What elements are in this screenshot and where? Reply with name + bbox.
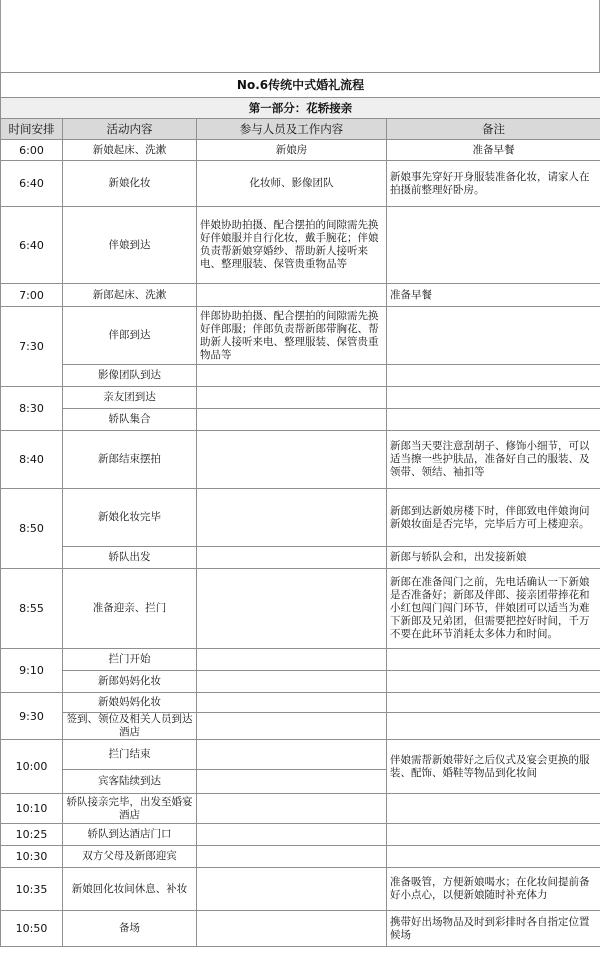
table-row xyxy=(1,569,600,649)
activity-cell: 新娘回化妆间休息、补妆 xyxy=(63,868,197,911)
staff-cell xyxy=(197,409,387,431)
staff-cell xyxy=(197,489,387,547)
staff-cell xyxy=(197,868,387,911)
activity-cell: 轿队到达酒店门口 xyxy=(63,824,197,846)
table-row xyxy=(1,365,600,387)
time-cell: 9:30 xyxy=(1,693,63,740)
table-row xyxy=(1,671,600,693)
activity-cell: 轿队出发 xyxy=(63,547,197,569)
activity-cell: 新娘起床、洗漱 xyxy=(63,140,197,161)
time-cell: 10:10 xyxy=(1,794,63,824)
time-cell: 7:00 xyxy=(1,284,63,307)
table-row xyxy=(1,284,600,307)
activity-cell: 伴郎到达 xyxy=(63,307,197,365)
notes-cell: 准备吸管，方便新娘喝水；在化妆间提前备好小点心，以便新娘随时补充体力 xyxy=(387,868,600,911)
header-notes: 备注 xyxy=(387,119,600,140)
time-cell: 6:00 xyxy=(1,140,63,161)
staff-cell: 伴郎协助拍摄、配合摆拍的间隙需先换好伴郎服；伴郎负责帮新郎带胸花、帮助新人接听来电、整理服装、保管贵重物品等 xyxy=(197,307,387,365)
time-cell: 6:40 xyxy=(1,207,63,284)
activity-cell: 伴娘到达 xyxy=(63,207,197,284)
activity-cell: 影像团队到达 xyxy=(63,365,197,387)
staff-cell xyxy=(197,569,387,649)
staff-cell xyxy=(197,794,387,824)
table-row xyxy=(1,693,600,713)
activity-cell: 拦门开始 xyxy=(63,649,197,671)
notes-cell: 伴娘需帮新娘带好之后仪式及宴会更换的服装、配饰、婚鞋等物品到化妆间 xyxy=(387,740,600,794)
table-row xyxy=(1,431,600,489)
header-staff: 参与人员及工作内容 xyxy=(197,119,387,140)
activity-cell: 双方父母及新郎迎宾 xyxy=(63,846,197,868)
table-row xyxy=(1,740,600,770)
table-row xyxy=(1,161,600,207)
notes-cell: 新郎当天要注意刮胡子、修饰小细节，可以适当擦一些护肤品，准备好自己的服装、及领带、领结、袖扣等 xyxy=(387,431,600,489)
activity-cell: 新郎结束摆拍 xyxy=(63,431,197,489)
time-cell: 10:00 xyxy=(1,740,63,794)
table-row xyxy=(1,207,600,284)
table-row xyxy=(1,713,600,740)
notes-cell xyxy=(387,387,600,409)
staff-cell xyxy=(197,824,387,846)
staff-cell xyxy=(197,387,387,409)
staff-cell xyxy=(197,547,387,569)
activity-cell: 宾客陆续到达 xyxy=(63,770,197,794)
time-cell: 10:30 xyxy=(1,846,63,868)
notes-cell xyxy=(387,794,600,824)
time-cell: 8:55 xyxy=(1,569,63,649)
staff-cell xyxy=(197,671,387,693)
table-row xyxy=(1,794,600,824)
time-cell: 8:30 xyxy=(1,387,63,431)
notes-cell xyxy=(387,207,600,284)
staff-cell xyxy=(197,284,387,307)
staff-cell xyxy=(197,431,387,489)
notes-cell xyxy=(387,824,600,846)
table-row xyxy=(1,649,600,671)
time-cell: 8:40 xyxy=(1,431,63,489)
notes-cell: 准备早餐 xyxy=(387,284,600,307)
table-row xyxy=(1,409,600,431)
notes-cell xyxy=(387,409,600,431)
table-row xyxy=(1,307,600,365)
staff-cell: 化妆师、影像团队 xyxy=(197,161,387,207)
section-title: 第一部分：花轿接亲 xyxy=(1,98,600,119)
staff-cell xyxy=(197,365,387,387)
time-cell: 6:40 xyxy=(1,161,63,207)
notes-cell: 新娘事先穿好开身服装准备化妆，请家人在拍摄前整理好卧房。 xyxy=(387,161,600,207)
staff-cell xyxy=(197,649,387,671)
staff-cell xyxy=(197,693,387,713)
header-activity: 活动内容 xyxy=(63,119,197,140)
activity-cell: 轿队接亲完毕，出发至婚宴酒店 xyxy=(63,794,197,824)
time-cell: 10:50 xyxy=(1,911,63,947)
activity-cell: 新郎起床、洗漱 xyxy=(63,284,197,307)
activity-cell: 签到、领位及相关人员到达酒店 xyxy=(63,713,197,740)
notes-cell xyxy=(387,365,600,387)
table-row xyxy=(1,140,600,161)
activity-cell: 新娘妈妈化妆 xyxy=(63,693,197,713)
staff-cell xyxy=(197,713,387,740)
time-cell: 9:10 xyxy=(1,649,63,693)
table-row xyxy=(1,868,600,911)
table-row xyxy=(1,547,600,569)
activity-cell: 备场 xyxy=(63,911,197,947)
time-cell: 8:50 xyxy=(1,489,63,569)
notes-cell: 新郎在准备闯门之前，先电话确认一下新娘是否准备好；新郎及伴郎、接亲团带捧花和小红包闯门闯门环节，伴娘团可以适当为难下新郎及兄弟团，但需要把控好时间，千万不要在此环节消耗太多体力和时间。 xyxy=(387,569,600,649)
notes-cell xyxy=(387,307,600,365)
notes-cell xyxy=(387,713,600,740)
staff-cell xyxy=(197,770,387,794)
activity-cell: 新郎妈妈化妆 xyxy=(63,671,197,693)
staff-cell xyxy=(197,740,387,770)
header-time: 时间安排 xyxy=(1,119,63,140)
activity-cell: 准备迎亲、拦门 xyxy=(63,569,197,649)
staff-cell: 伴娘协助拍摄、配合摆拍的间隙需先换好伴娘服并自行化妆，戴手腕花；伴娘负责帮新娘穿婚纱、帮助新人接听来电、整理服装、保管贵重物品等 xyxy=(197,207,387,284)
table-row xyxy=(1,911,600,947)
notes-cell xyxy=(387,846,600,868)
table-row xyxy=(1,489,600,547)
notes-cell: 准备早餐 xyxy=(387,140,600,161)
activity-cell: 轿队集合 xyxy=(63,409,197,431)
notes-cell xyxy=(387,671,600,693)
activity-cell: 新娘化妆 xyxy=(63,161,197,207)
notes-cell: 新郎与轿队会和，出发接新娘 xyxy=(387,547,600,569)
activity-cell: 亲友团到达 xyxy=(63,387,197,409)
activity-cell: 新娘化妆完毕 xyxy=(63,489,197,547)
notes-cell: 携带好出场物品及时到彩排时各自指定位置候场 xyxy=(387,911,600,947)
notes-cell xyxy=(387,693,600,713)
top-blank-area xyxy=(0,0,600,72)
time-cell: 10:25 xyxy=(1,824,63,846)
activity-cell: 拦门结束 xyxy=(63,740,197,770)
time-cell: 10:35 xyxy=(1,868,63,911)
table-row xyxy=(1,824,600,846)
time-cell: 7:30 xyxy=(1,307,63,387)
table-row xyxy=(1,846,600,868)
staff-cell xyxy=(197,911,387,947)
staff-cell: 新娘房 xyxy=(197,140,387,161)
schedule-table xyxy=(0,72,600,947)
notes-cell xyxy=(387,649,600,671)
document-title: No.6传统中式婚礼流程 xyxy=(1,73,600,98)
staff-cell xyxy=(197,846,387,868)
table-row xyxy=(1,387,600,409)
notes-cell: 新郎到达新娘房楼下时，伴郎致电伴娘询问新娘妆面是否完毕，完毕后方可上楼迎亲。 xyxy=(387,489,600,547)
